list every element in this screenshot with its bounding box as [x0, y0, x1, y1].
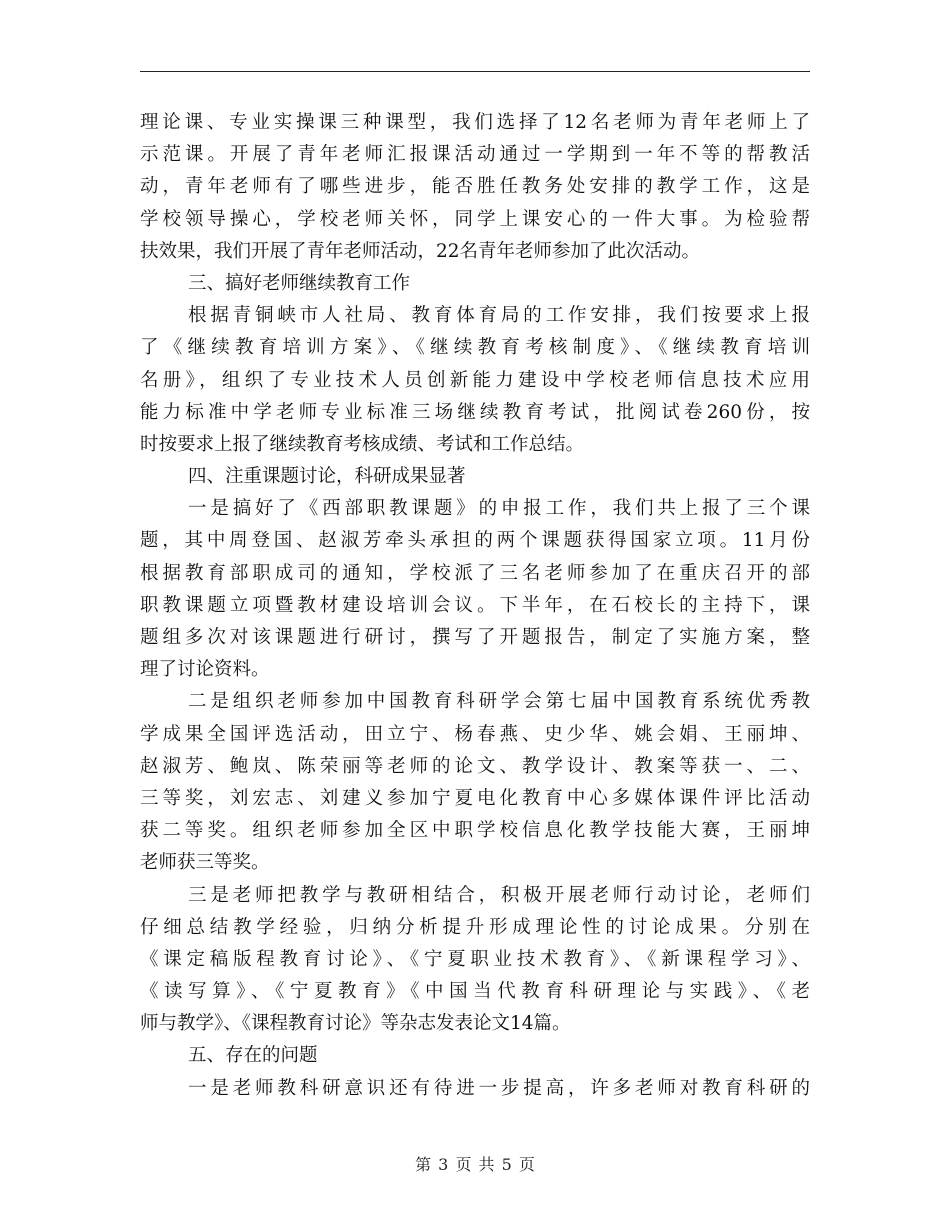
paragraph-line: 时按要求上报了继续教育考核成绩、考试和工作总结。	[140, 433, 585, 455]
paragraph-line: 学校领导操心，学校老师关怀，同学上课安心的一件大事。为检验帮	[140, 208, 810, 230]
paragraph-line: 理论课、专业实操课三种课型，我们选择了12名老师为青年老师上了	[140, 112, 810, 133]
paragraph-line: 题组多次对该课题进行研讨，撰写了开题报告，制定了实施方案，整	[140, 627, 810, 648]
document-body	[140, 107, 810, 1105]
paragraph-line: 三等奖，刘宏志、刘建义参加宁夏电化教育中心多媒体课件评比活动	[140, 787, 810, 809]
paragraph-line: 赵淑芳、鲍岚、陈荣丽等老师的论文、教学设计、教案等获一、二、	[140, 755, 810, 777]
paragraph-line: 理了讨论资料。	[140, 659, 270, 681]
paragraph-first-line: 二是组织老师参加中国教育科研学会第七届中国教育系统优秀教	[188, 691, 810, 713]
paragraph-line: 能力标准中学老师专业标准三场继续教育考试，批阅试卷260份，按	[140, 401, 810, 423]
paragraph-first-line: 三是老师把教学与教研相结合，积极开展老师行动讨论，老师们	[188, 884, 810, 906]
paragraph-line: 老师获三等奖。	[140, 852, 270, 874]
paragraph-first-line: 五、存在的问题	[188, 1045, 318, 1067]
header-rule	[140, 71, 810, 72]
page-number: 第 3 页 共 5 页	[415, 1155, 535, 1174]
paragraph-first-line: 根据青铜峡市人社局、教育体育局的工作安排，我们按要求上报	[188, 305, 810, 327]
paragraph-line: 仔细总结教学经验，归纳分析提升形成理论性的讨论成果。分别在	[140, 916, 810, 938]
paragraph-first-line: 三、搞好老师继续教育工作	[188, 272, 411, 294]
paragraph-first-line: 一是老师教科研意识还有待进一步提高，许多老师对教育科研的	[188, 1077, 810, 1099]
paragraph-line: 题，其中周登国、赵淑芳牵头承担的两个课题获得国家立项。11月份	[140, 530, 810, 552]
paragraph-line: 了《继续教育培训方案》、《继续教育考核制度》、《继续教育培训	[140, 337, 810, 359]
paragraph-first-line: 一是搞好了《西部职教课题》的申报工作，我们共上报了三个课	[188, 498, 810, 520]
paragraph-line: 扶效果，我们开展了青年老师活动，22名青年老师参加了此次活动。	[140, 240, 701, 262]
paragraph-line: 师与教学》、《课程教育讨论》等杂志发表论文14篇。	[140, 1013, 571, 1035]
paragraph-line: 职教课题立项暨教材建设培训会议。下半年，在石校长的主持下，课	[140, 594, 810, 616]
paragraph-line: 获二等奖。组织老师参加全区中职学校信息化教学技能大赛，王丽坤	[140, 820, 810, 842]
paragraph-line: 动，青年老师有了哪些进步，能否胜任教务处安排的教学工作，这是	[140, 176, 810, 198]
paragraph-line: 《读写算》、《宁夏教育》《中国当代教育科研理论与实践》、《老	[140, 981, 810, 1003]
paragraph-line: 学成果全国评选活动，田立宁、杨春燕、史少华、姚会娟、王丽坤、	[140, 723, 810, 745]
paragraph-line: 根据教育部职成司的通知，学校派了三名老师参加了在重庆召开的部	[140, 562, 810, 584]
paragraph-line: 《课定稿版程教育讨论》、《宁夏职业技术教育》、《新课程学习》、	[140, 948, 810, 970]
paragraph-line: 示范课。开展了青年老师汇报课活动通过一学期到一年不等的帮教活	[140, 144, 810, 166]
paragraph-line: 名册》，组织了专业技术人员创新能力建设中学校老师信息技术应用	[140, 369, 810, 391]
paragraph-first-line: 四、注重课题讨论，科研成果显著	[188, 466, 466, 488]
